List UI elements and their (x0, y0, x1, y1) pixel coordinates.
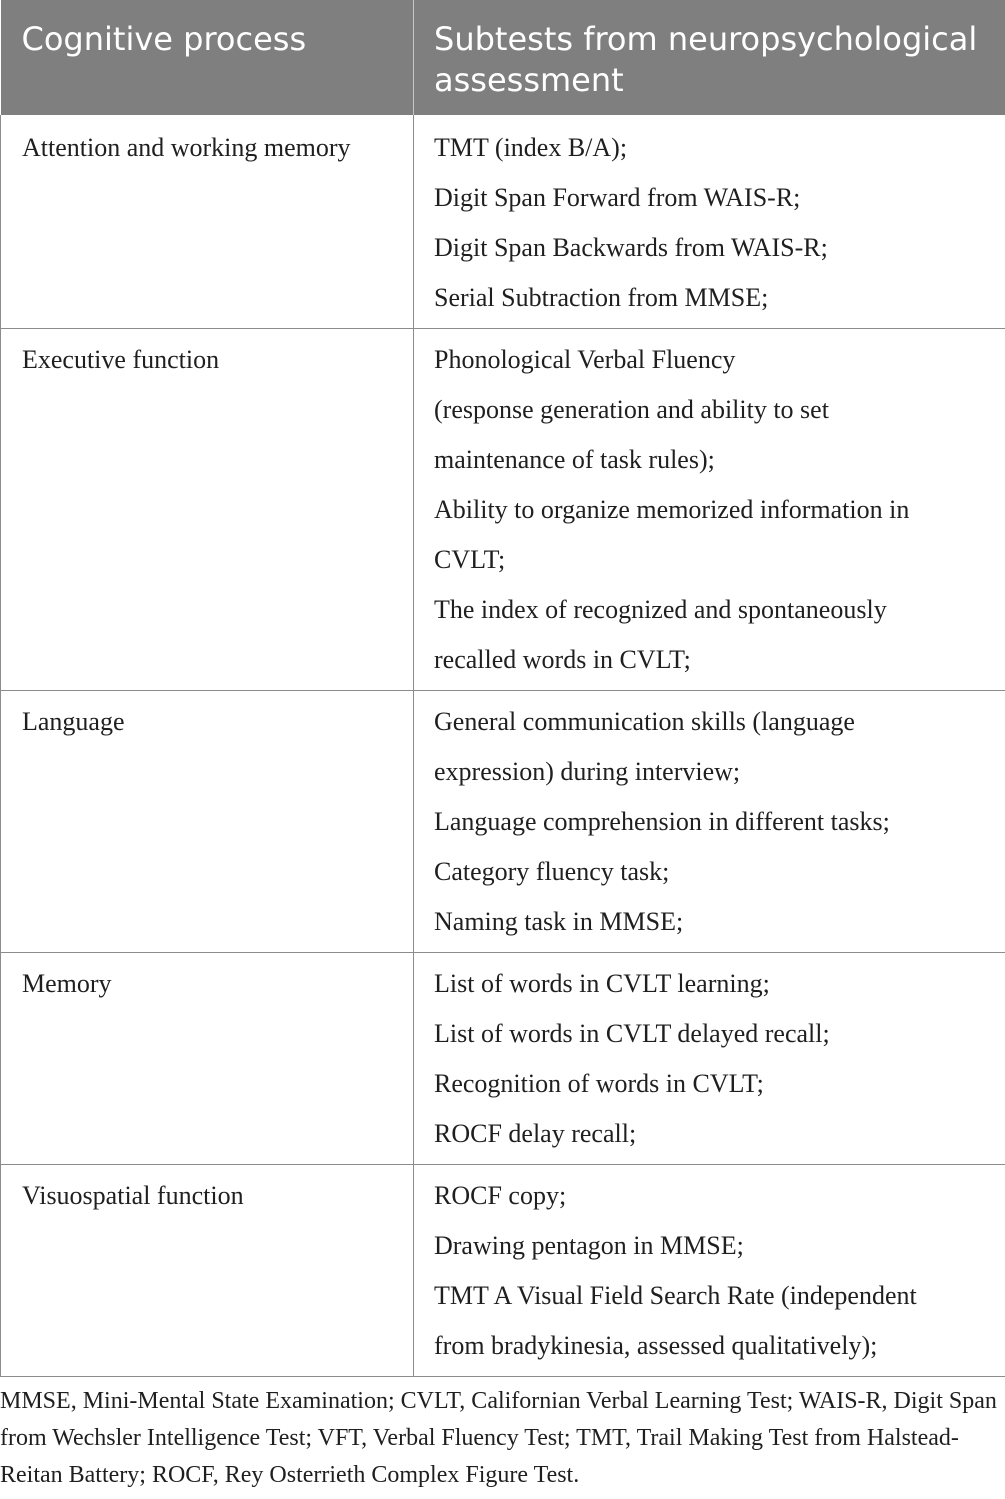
subtest-item: Recognition of words in CVLT; (434, 1069, 764, 1098)
subtest-item: Naming task in MMSE; (434, 907, 684, 936)
subtest-item: Digit Span Forward from WAIS-R; (434, 183, 801, 212)
subtest-item: List of words in CVLT delayed recall; (434, 1019, 830, 1048)
subtest-item: maintenance of task rules); (434, 445, 715, 474)
cognitive-process-cell: Memory (1, 953, 414, 1165)
subtest-item: Phonological Verbal Fluency (434, 345, 736, 374)
cognitive-process-cell: Visuospatial function (1, 1165, 414, 1377)
subtest-item: TMT A Visual Field Search Rate (independent (434, 1281, 917, 1310)
table-header (1, 0, 1005, 115)
subtests-cell (414, 691, 1005, 953)
subtest-item: Serial Subtraction from MMSE; (434, 283, 769, 312)
table-row (1, 329, 1005, 691)
subtest-item: Drawing pentagon in MMSE; (434, 1231, 744, 1260)
subtests-cell (414, 329, 1005, 691)
cognitive-process-cell: Language (1, 691, 414, 953)
subtest-item: Category fluency task; (434, 857, 670, 886)
subtests-cell (414, 1165, 1005, 1377)
subtest-item: General communication skills (language (434, 707, 855, 736)
header-cognitive-process: Cognitive process (1, 0, 414, 115)
cognitive-process-cell: Attention and working memory (1, 115, 414, 329)
cognitive-process-cell: Executive function (1, 329, 414, 691)
subtest-item: ROCF delay recall; (434, 1119, 637, 1148)
subtest-item: List of words in CVLT learning; (434, 969, 770, 998)
header-subtests: Subtests from neuropsychological assessment (414, 0, 1005, 115)
subtest-item: from bradykinesia, assessed qualitatively); (434, 1331, 878, 1360)
table-footnote: MMSE, Mini-Mental State Examination; CVLT, Californian Verbal Learning Test; WAIS-R, Digit Span from Wechsler Intelligence Test; VFT, Verbal Fluency Test; TMT, Trail Making Test from Halstead-Reitan Battery; ROCF, Rey Osterrieth Complex Figure Test. (0, 1388, 997, 1488)
subtest-item: TMT (index B/A); (434, 133, 628, 162)
header-row (1, 0, 1005, 115)
subtest-item: expression) during interview; (434, 757, 741, 786)
subtest-item: (response generation and ability to set (434, 395, 829, 424)
subtest-item: Language comprehension in different tasks; (434, 807, 890, 836)
table-body (1, 115, 1005, 1377)
subtest-item: The index of recognized and spontaneously (434, 595, 887, 624)
subtest-item: recalled words in CVLT; (434, 645, 691, 674)
table-row (1, 1165, 1005, 1377)
subtest-item: Digit Span Backwards from WAIS-R; (434, 233, 828, 262)
table-row (1, 691, 1005, 953)
subtests-cell (414, 953, 1005, 1165)
table-row (1, 953, 1005, 1165)
subtest-item: ROCF copy; (434, 1181, 567, 1210)
subtest-item: Ability to organize memorized information in (434, 495, 910, 524)
subtest-item: CVLT; (434, 545, 506, 574)
subtests-cell (414, 115, 1005, 329)
table-row (1, 115, 1005, 329)
